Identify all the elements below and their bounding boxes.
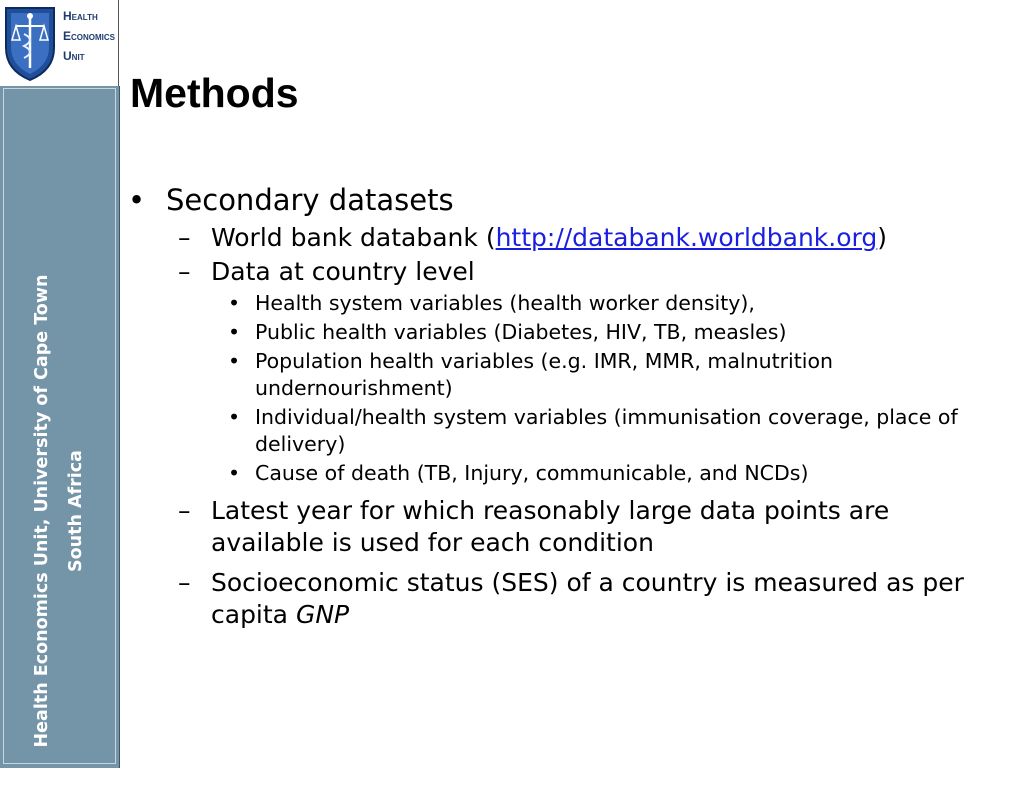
shield-logo-icon [3, 4, 57, 82]
list-item: • Population health variables (e.g. IMR, MMR, malnutrition undernourishment) [128, 348, 1008, 402]
logo-line-3: Unit [63, 49, 85, 63]
databank-link[interactable]: http://databank.worldbank.org [495, 223, 878, 252]
slide-content [128, 180, 1008, 631]
ses-text: Socioeconomic status (SES) of a country is measured as per capita [211, 568, 964, 629]
sub-bullet-latest-year: – Latest year for which reasonably large data points are available is used for each condition [128, 495, 1008, 559]
list-item: • Health system variables (health worker density), [128, 290, 1008, 317]
bullet-secondary-datasets: • Secondary datasets [128, 180, 1008, 220]
logo-line-1: Health [63, 9, 98, 23]
sidebar-caption-line-1: Health Economics Unit, University of Cape Town [32, 274, 52, 748]
world-bank-prefix: World bank databank ( [211, 223, 496, 252]
logo-line-2: Economics [63, 29, 116, 43]
sub-bullet-world-bank [128, 222, 1008, 254]
ses-gnp: GNP [295, 600, 350, 629]
sidebar [0, 86, 120, 768]
list-item: • Public health variables (Diabetes, HIV, TB, measles) [128, 319, 1008, 346]
list-item: • Individual/health system variables (immunisation coverage, place of delivery) [128, 404, 1008, 458]
list-item: • Cause of death (TB, Injury, communicable, and NCDs) [128, 460, 1008, 487]
logo-text [63, 6, 115, 66]
sidebar-caption-line-2: South Africa [66, 450, 86, 572]
page-title: Methods [130, 70, 299, 116]
sidebar-caption [25, 231, 93, 791]
logo [0, 0, 119, 86]
world-bank-suffix: ) [877, 223, 887, 252]
sub-bullet-ses [128, 567, 1008, 631]
sub-bullet-country-level: – Data at country level [128, 256, 1008, 288]
